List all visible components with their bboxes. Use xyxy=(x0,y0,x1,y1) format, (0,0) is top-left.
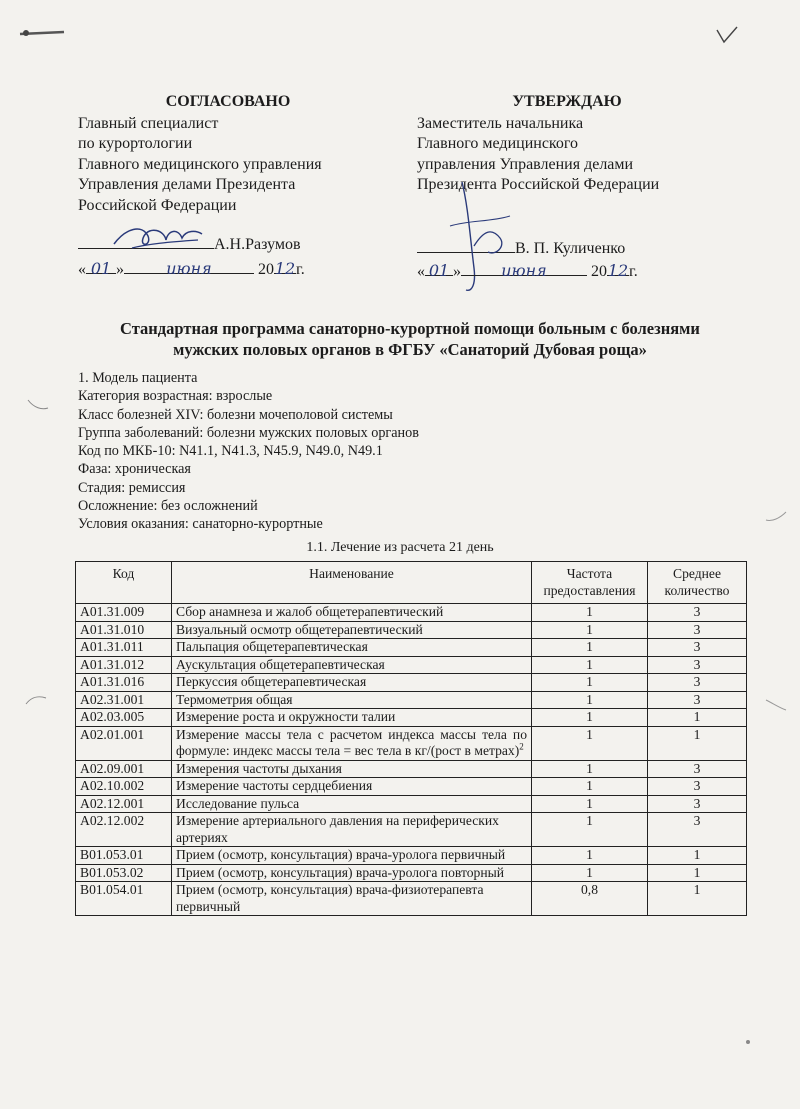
cell-average: 1 xyxy=(648,709,747,727)
cell-frequency: 1 xyxy=(532,604,648,622)
cell-code: A01.31.016 xyxy=(76,674,172,692)
cell-average: 1 xyxy=(648,864,747,882)
table-row xyxy=(76,882,747,916)
cell-code: A02.12.001 xyxy=(76,795,172,813)
cell-frequency: 1 xyxy=(532,656,648,674)
cell-frequency: 1 xyxy=(532,864,648,882)
cell-name: Визуальный осмотр общетерапевтический xyxy=(172,621,532,639)
cell-name: Термометрия общая xyxy=(172,691,532,709)
approval-right-date: « 01 » июня 2012г. xyxy=(417,261,638,280)
cell-average: 3 xyxy=(648,604,747,622)
cell-code: A01.31.009 xyxy=(76,604,172,622)
table-row xyxy=(76,726,747,760)
cell-average: 1 xyxy=(648,847,747,865)
cell-frequency: 1 xyxy=(532,847,648,865)
table-row xyxy=(76,709,747,727)
cell-average: 3 xyxy=(648,674,747,692)
approval-left-heading: СОГЛАСОВАНО xyxy=(165,93,291,110)
patient-model-line: Фаза: хроническая xyxy=(78,461,191,478)
approval-left-date: « 01 » июня 2012г. xyxy=(78,259,305,278)
scan-edge-mark xyxy=(26,398,50,412)
document-title-line: Стандартная программа санаторно-курортной помощи больным с болезнями xyxy=(120,319,700,338)
table-row xyxy=(76,847,747,865)
approval-left-line: Главный специалист xyxy=(78,114,219,132)
approval-left-line: Главного медицинского управления xyxy=(78,155,322,173)
cell-name: Сбор анамнеза и жалоб общетерапевтический xyxy=(172,604,532,622)
cell-average: 3 xyxy=(648,813,747,847)
patient-model-line: 1. Модель пациента xyxy=(78,370,198,386)
cell-code: B01.054.01 xyxy=(76,882,172,916)
table-row xyxy=(76,778,747,796)
column-header-code: Код xyxy=(76,562,172,604)
cell-code: B01.053.02 xyxy=(76,864,172,882)
staple-mark xyxy=(18,26,68,40)
patient-model-line: Класс болезней XIV: болезни мочеполовой системы xyxy=(78,406,393,423)
cell-average: 1 xyxy=(648,726,747,760)
cell-name: Измерение артериального давления на периферических артериях xyxy=(172,813,532,847)
cell-frequency: 1 xyxy=(532,621,648,639)
table-row xyxy=(76,639,747,657)
approval-left-line: Российской Федерации xyxy=(78,196,237,214)
date-month: июня xyxy=(124,259,254,274)
scan-edge-mark xyxy=(764,698,788,712)
cell-name: Измерение массы тела с расчетом индекса массы тела по формуле: индекс массы тела = вес тела в кг/(рост в метрах)$^2$ xyxy=(172,726,532,760)
cell-code: A02.03.005 xyxy=(76,709,172,727)
cell-name: Прием (осмотр, консультация) врача-уролога повторный xyxy=(172,864,532,882)
approval-left-line: по курортологии xyxy=(78,135,193,153)
patient-model-line: Категория возрастная: взрослые xyxy=(78,388,273,405)
cell-average: 3 xyxy=(648,795,747,813)
patient-model-line: Условия оказания: санаторно-курортные xyxy=(78,516,323,533)
cell-frequency: 0,8 xyxy=(532,882,648,916)
document-title-line: мужских половых органов в ФГБУ «Санаторий Дубовая роща» xyxy=(173,340,647,359)
cell-name: Измерение роста и окружности талии xyxy=(172,709,532,727)
date-month: июня xyxy=(461,261,587,276)
cell-name: Измерения частоты дыхания xyxy=(172,760,532,778)
document-title xyxy=(70,318,750,360)
cell-name: Прием (осмотр, консультация) врача-физиотерапевта первичный xyxy=(172,882,532,916)
scan-edge-mark xyxy=(24,694,48,708)
cell-code: A02.09.001 xyxy=(76,760,172,778)
cell-frequency: 1 xyxy=(532,691,648,709)
cell-average: 3 xyxy=(648,621,747,639)
cell-frequency: 1 xyxy=(532,778,648,796)
patient-model-line: Код по МКБ-10: N41.1, N41.3, N45.9, N49.0, N49.1 xyxy=(78,443,383,460)
table-row xyxy=(76,604,747,622)
table-row xyxy=(76,621,747,639)
patient-model-line: Стадия: ремиссия xyxy=(78,479,186,496)
cell-name: Пальпация общетерапевтическая xyxy=(172,639,532,657)
table-row xyxy=(76,864,747,882)
cell-code: A01.31.011 xyxy=(76,639,172,657)
treatment-table xyxy=(75,561,747,916)
date-day: 01 xyxy=(86,259,116,274)
cell-code: A02.01.001 xyxy=(76,726,172,760)
cell-average: 3 xyxy=(648,656,747,674)
cell-code: B01.053.01 xyxy=(76,847,172,865)
approval-right-line: Главного медицинского xyxy=(417,135,579,153)
table-row xyxy=(76,760,747,778)
table-row xyxy=(76,813,747,847)
cell-name: Измерение частоты сердцебиения xyxy=(172,778,532,796)
approval-right-line: Заместитель начальника xyxy=(417,114,584,132)
date-year: 12 xyxy=(607,261,629,280)
date-day: 01 xyxy=(425,261,453,276)
approval-right-line: Президента Российской Федерации xyxy=(417,176,660,194)
signature-razumov xyxy=(108,218,208,254)
patient-model-line: Группа заболеваний: болезни мужских половых органов xyxy=(78,424,419,441)
approval-right-signer: В. П. Куличенко xyxy=(515,240,626,257)
approval-left-line: Управления делами Президента xyxy=(78,176,296,194)
patient-model xyxy=(78,369,419,534)
table-header-row xyxy=(76,562,747,604)
column-header-frequency: Частота предоставления xyxy=(532,562,648,604)
scan-edge-mark xyxy=(764,510,788,524)
cell-name: Исследование пульса xyxy=(172,795,532,813)
cell-average: 1 xyxy=(648,882,747,916)
cell-frequency: 1 xyxy=(532,760,648,778)
cell-code: A01.31.012 xyxy=(76,656,172,674)
scan-speck xyxy=(742,1036,756,1050)
cell-name: Прием (осмотр, консультация) врача-уролога первичный xyxy=(172,847,532,865)
cell-frequency: 1 xyxy=(532,639,648,657)
cell-frequency: 1 xyxy=(532,726,648,760)
cell-frequency: 1 xyxy=(532,813,648,847)
date-year: 12 xyxy=(274,259,296,278)
column-header-average: Среднее количество xyxy=(648,562,747,604)
cell-code: A02.31.001 xyxy=(76,691,172,709)
approval-right-line: управления Управления делами xyxy=(417,155,634,173)
cell-frequency: 1 xyxy=(532,709,648,727)
approval-left-signer: А.Н.Разумов xyxy=(214,236,301,253)
cell-average: 3 xyxy=(648,639,747,657)
column-header-name: Наименование xyxy=(172,562,532,604)
table-row xyxy=(76,674,747,692)
table-row xyxy=(76,691,747,709)
cell-code: A01.31.010 xyxy=(76,621,172,639)
approval-right-heading: УТВЕРЖДАЮ xyxy=(512,93,622,110)
table-row xyxy=(76,656,747,674)
patient-model-line: Осложнение: без осложнений xyxy=(78,498,258,515)
cell-code: A02.12.002 xyxy=(76,813,172,847)
cell-average: 3 xyxy=(648,691,747,709)
cell-code: A02.10.002 xyxy=(76,778,172,796)
check-mark xyxy=(714,24,740,46)
table-caption: 1.1. Лечение из расчета 21 день xyxy=(306,540,494,555)
cell-name: Аускультация общетерапевтическая xyxy=(172,656,532,674)
cell-average: 3 xyxy=(648,778,747,796)
cell-name: Перкуссия общетерапевтическая xyxy=(172,674,532,692)
cell-average: 3 xyxy=(648,760,747,778)
cell-frequency: 1 xyxy=(532,795,648,813)
superscript: 2 xyxy=(519,741,524,752)
table-row xyxy=(76,795,747,813)
cell-frequency: 1 xyxy=(532,674,648,692)
approval-left-block xyxy=(78,92,378,217)
